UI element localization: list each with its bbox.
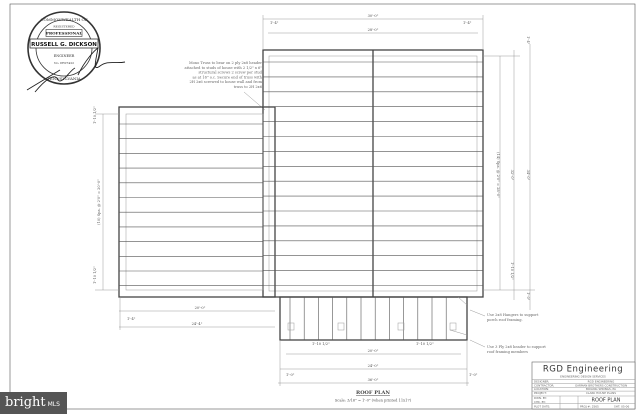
hangers-note — [487, 313, 539, 322]
dim-porch-overall: 24'-0" — [367, 364, 379, 368]
dim-wing-oh: 1'-4" — [127, 317, 136, 321]
note-line: Mono Truss to bear on 2 ply 2x8 header — [188, 61, 262, 65]
seal-line3: ENGINEER — [53, 54, 75, 58]
title-block-value: GARMAN BROTHERS CONSTRUCTION — [574, 383, 628, 388]
note-line: roof framing members — [487, 349, 528, 354]
note-line: attached to studs of house with 2 1/2" x 6" — [184, 65, 262, 70]
dim-top-right-oh: 1'-4" — [463, 21, 472, 25]
dim-porch-right: 1'-10 1/2" — [416, 342, 434, 346]
title-block — [532, 362, 635, 409]
engineer-seal — [28, 12, 100, 84]
dim-wing-overall: 24'-4" — [191, 322, 203, 326]
title-block-value: CLARK HOUSE PLANS — [585, 390, 617, 395]
dim-porch-oh-left: 1'-0" — [286, 373, 295, 377]
title-block-address: ENGINEERING DESIGN SERVICES — [560, 374, 606, 379]
dim-right-end: 1'-10 1/2" — [510, 262, 514, 280]
drawing-title: ROOF PLAN — [356, 390, 390, 396]
dim-top-inner: 28'-0" — [367, 28, 379, 32]
dim-wing-inner: 20'-0" — [194, 306, 206, 310]
title-block-value: BOILING SPRINGS, PA — [586, 387, 616, 392]
dim-top-overall: 30'-0" — [367, 14, 379, 18]
post-marker — [338, 323, 344, 330]
dim-porch-oh-right: 1'-0" — [469, 373, 478, 377]
post-marker — [288, 323, 294, 330]
seal-name: RUSSELL G. DICKSON — [31, 41, 97, 48]
dim-right-inner: 32'-0" — [510, 169, 514, 181]
title-block-value: RGD ENGINEERING — [587, 379, 615, 384]
post-marker — [450, 323, 456, 330]
dim-bottom-overall: 36'-0" — [367, 378, 379, 382]
rafter-lines — [119, 62, 483, 340]
dim-porch-left: 1'-10 1/2" — [312, 342, 330, 346]
dim-left-spacing: (10) Spa. @ 2'0" = 20'-0" — [97, 179, 101, 225]
title-block-label: PROJECT: — [534, 390, 547, 395]
label-plot-date: PLOT DATE: — [534, 404, 551, 409]
dim-top-left-oh: 1'-4" — [270, 21, 279, 25]
dimension-lines — [95, 15, 535, 386]
note-line: truss to 2H 2x6 — [233, 85, 262, 89]
dim-left-top: 1'-10 1/2" — [93, 106, 97, 124]
truss-note — [185, 61, 263, 89]
note-line: Use 2x8 Hangers to support — [487, 313, 539, 317]
dim-porch-inner: 20'-0" — [367, 349, 379, 353]
note-line: structural screws 2 screw per stud — [198, 70, 262, 75]
wing-roof-outline — [119, 107, 275, 297]
post-marker — [398, 323, 404, 330]
title-block-sheet-no: SHT: 05-06 — [614, 404, 630, 409]
seal-line4: No. PE07422 — [53, 61, 75, 65]
brightmls-watermark — [0, 392, 67, 414]
note-line: Use 3 Ply 2x8 header to support — [487, 345, 546, 349]
label-checked-by: CHK. BY: — [534, 400, 546, 404]
title-block-label: DESIGNER: — [534, 379, 550, 384]
dim-left-bottom: 1'-10 1/2" — [93, 266, 97, 284]
note-line: porch roof framing. — [487, 317, 523, 322]
note-line: 2H 2x6 screwed to house wall and from — [189, 80, 262, 85]
signature — [27, 48, 125, 92]
title-block-sheet-title: ROOF PLAN — [591, 397, 621, 404]
watermark-brand: bright — [5, 395, 46, 410]
porch-roof-outline — [280, 297, 467, 340]
dim-right-oh: 1'-0" — [526, 292, 530, 301]
dim-right-top-oh: 1'-4" — [526, 36, 530, 45]
label-drawn-by: DWN. BY: — [534, 396, 547, 400]
drawing-scale: Scale: 3/16" = 1'-0" (when printed 11x17) — [334, 398, 412, 403]
title-block-label: LOCATION: — [534, 387, 550, 392]
seal-bottom-text: PENNSYLVANIA — [47, 76, 81, 81]
seal-line1: REGISTERED — [53, 24, 75, 29]
title-block-project-no: PROJ #: 2565 — [580, 404, 599, 409]
seal-top-text: COMMONWEALTH OF — [40, 17, 88, 22]
note-line: as at 16" o.c. Secure end of truss with — [192, 75, 262, 80]
header-note — [487, 345, 546, 354]
dim-right-spacing: (14) Spa. @ 2'0" = 28'-0" — [496, 152, 500, 198]
seal-line2: PROFESSIONAL — [45, 30, 83, 36]
dim-right-overall: 34'-0" — [526, 169, 530, 181]
title-block-label: CONTRACTOR: — [534, 383, 555, 388]
watermark-suffix: MLS — [47, 401, 60, 408]
title-block-company: RGD Engineering — [542, 364, 624, 375]
